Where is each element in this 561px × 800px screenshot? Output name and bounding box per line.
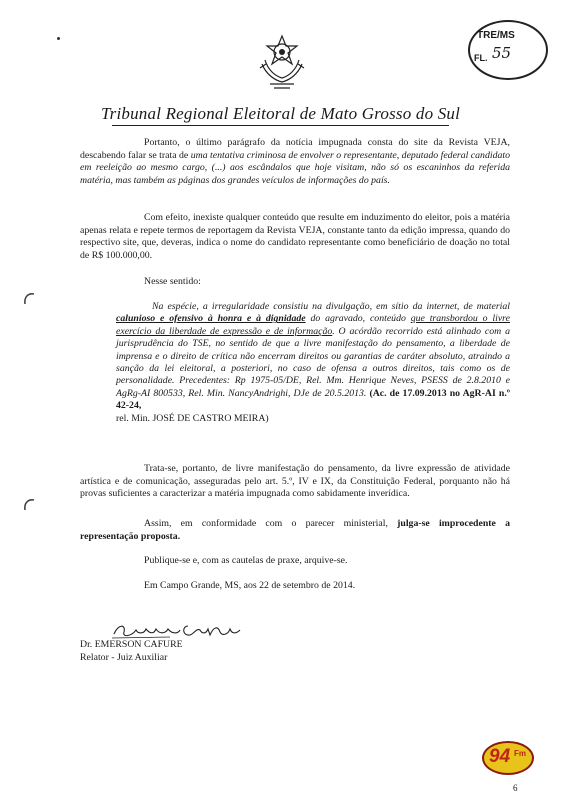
paragraph-1 xyxy=(80,137,510,187)
paragraph-6: Publique-se e, com as cautelas de praxe, arquive-se. xyxy=(144,555,348,566)
paragraph-5-text: Assim, em conformidade com o parecer ministerial, xyxy=(144,518,398,529)
stamp-fl-label: FL. xyxy=(474,53,488,63)
page-title: Tribunal Regional Eleitoral de Mato Grosso do Sul xyxy=(100,104,461,123)
punch-hole-mark xyxy=(22,498,36,512)
coat-of-arms-icon xyxy=(256,34,308,90)
quote-underlined-2: que transbordou o livre exercício da liberdade de expressão e de informação xyxy=(116,313,510,337)
paragraph-5-decision: julga-se improcedente a representação proposta. xyxy=(80,518,510,542)
title-underline xyxy=(112,125,449,126)
punch-hole-mark xyxy=(22,292,36,306)
quote-underlined-1: calunioso e ofensivo à honra e à dignidade xyxy=(116,313,306,325)
quote-part-c: do agravado, conteúdo xyxy=(305,313,411,325)
logo-number: 94 xyxy=(489,746,511,767)
paragraph-7-date: Em Campo Grande, MS, aos 22 de setembro de 2014. xyxy=(144,580,356,591)
signatory-role: Relator - Juiz Auxiliar xyxy=(80,652,168,663)
page-number: 6 xyxy=(513,783,518,793)
paragraph-3: Nesse sentido: xyxy=(144,276,201,287)
quote-rapporteur: rel. Min. JOSÉ DE CASTRO MEIRA) xyxy=(116,412,269,424)
signatory-name: Dr. EMERSON CAFURE xyxy=(80,639,183,650)
stamp-fl-number: 55 xyxy=(492,44,512,62)
scan-speck xyxy=(57,37,60,40)
quote-part-a: Na espécie, a irregularidade consistiu na divulgação, em sítio da internet, de material xyxy=(152,301,510,312)
logo-suffix: Fm xyxy=(514,749,526,758)
folio-stamp xyxy=(468,20,548,80)
quote-citation: (Ac. de 17.09.2013 no AgR-AI n.º 42-24, xyxy=(116,387,510,412)
paragraph-4: Trata-se, portanto, de livre manifestação do pensamento, da livre expressão de atividade artística e de comunicação, asseguradas pelo art. 5.º, IV e IX, da Constituição Federal, porquanto não há provas suficientes a caracterizar a matéria impugnada como sabidamente inverídica. xyxy=(80,463,510,500)
paragraph-1-text: Portanto, o último parágrafo da notícia impugnada consta do site da Revista VEJA, descabendo falar se trata de xyxy=(80,137,510,161)
paragraph-1-quote: uma tentativa criminosa de envolver o representante, deputado federal candidato em reeleição ao mesmo cargo, (...) aos escândalos que hoje visitam, não só os escaninhos da referida matéria, mas também as páginas dos grandes veículos de informações do país. xyxy=(80,149,510,186)
paragraph-2: Com efeito, inexiste qualquer conteúdo que resulte em induzimento do eleitor, pois a matéria apenas relata e repete termos de reportagem da Revista VEJA, constante tanto da edição impressa, quando do respectivo site, que, deveras, indica o nome do candidato representante como beneficiário de doação no total de R$ 100.000,00. xyxy=(80,212,510,261)
quote-part-e: . O acórdão recorrido está alinhado com a jurisprudência do TSE, no sentido de que a livre manifestação do pensamento, a liberdade de imprensa e o direito de crítica não encerram direitos ou garantias de caráter absoluto, atraindo a sanção da lei eleitoral, a posteriori, no caso de ofensa a outros direitos, tais como os de personalidade. Precedentes: Rp 1975-05/DE, Rel. Mm. Henrique Neves, PSESS de 2.8.2010 e AgRg-AI 800533, Rel. Min. NancyAndrighi, DJe de 20.5.2013. xyxy=(116,325,510,399)
stamp-court-abbr: TRE/MS xyxy=(477,30,515,41)
radio-station-logo xyxy=(482,741,534,775)
paragraph-5 xyxy=(80,518,510,543)
block-quotation xyxy=(116,301,510,425)
